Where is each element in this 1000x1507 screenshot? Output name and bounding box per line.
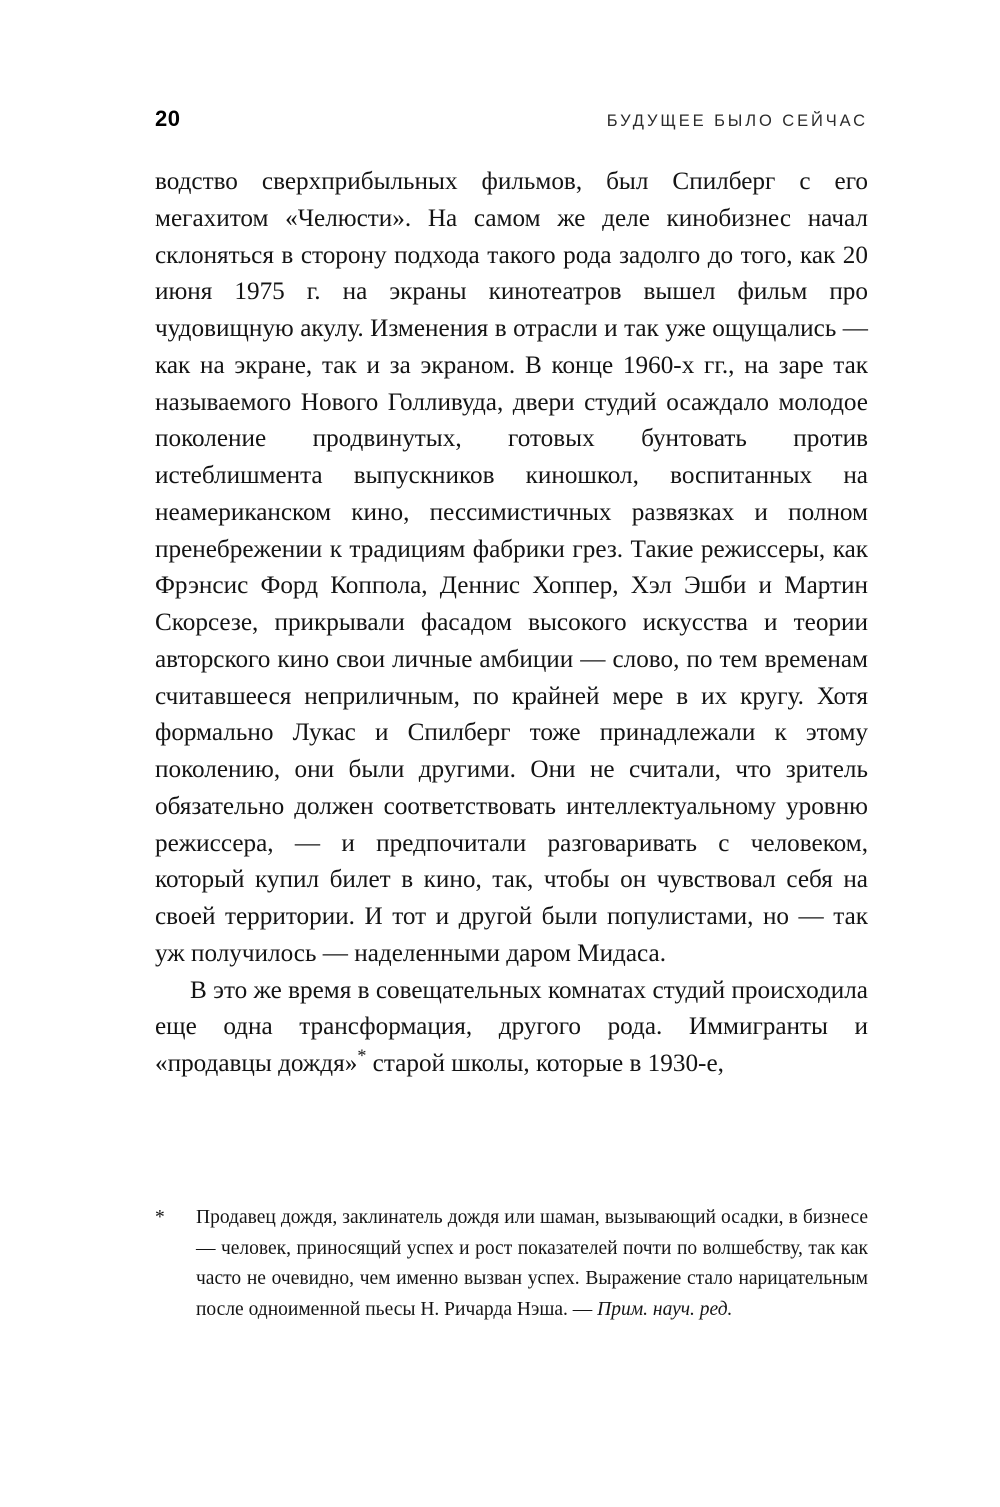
paragraph-second-text-after-footnote: старой школы, которые в 1930-е, <box>366 1050 724 1077</box>
paragraph-second <box>155 973 868 1083</box>
body-text-block <box>155 164 868 1083</box>
running-head <box>155 106 868 136</box>
page-number: 20 <box>155 106 181 131</box>
footnote-marker: * <box>155 1207 165 1228</box>
footnote-block <box>155 1203 868 1325</box>
paragraph-continuation: водство сверхприбыльных фильмов, был Спилберг с его мегахитом «Челюсти». На самом же деле кинобизнес начал склоняться в сторону подхода такого рода задолго до того, как 20 июня 1975 г. на экраны кинотеатров вышел фильм про чудовищную акулу. Изменения в отрасли и так уже ощущались — как на экране, так и за экраном. В конце 1960-х гг., на заре так называемого Нового Голливуда, двери студий осаждало молодое поколение продвинутых, готовых бунтовать против истеблишмента выпускников киношкол, воспитанных на неамериканском кино, пессимистичных развязках и полном пренебрежении к традициям фабрики грез. Такие режиссеры, как Фрэнсис Форд Коппола, Деннис Хоппер, Хэл Эшби и Мартин Скорсезе, прикрывали фасадом высокого искусства и теории авторского кино свои личные амбиции — слово, по тем временам считавшееся неприличным, по крайней мере в их кругу. Хотя формально Лукас и Спилберг тоже принадлежали к этому поколению, они были другими. Они не считали, что зритель обязательно должен соответствовать интеллектуальному уровню режиссера, — и предпочитали разговаривать с человеком, который купил билет в кино, так, чтобы он чувствовал себя на своей территории. И тот и другой были популистами, но — так уж получилось — наделенными даром Мидаса. <box>155 168 868 967</box>
running-head-title: БУДУЩЕЕ БЫЛО СЕЙЧАС <box>606 112 868 130</box>
footnote-text-main: Продавец дождя, заклинатель дождя или шаман, вызывающий осадки, в бизнесе — человек, приносящий успех и рост показателей почти по волшебству, так как часто не очевидно, чем именно вызван успех. Выражение стало нарицательным после одноименной пьесы Н. Ричарда Нэша. — <box>196 1207 868 1320</box>
footnote-text <box>196 1203 868 1325</box>
paragraph-second-text-before-footnote: В это же время в совещательных комнатах студий происходила еще одна трансформация, другого рода. Иммигранты и «продавцы дождя» <box>155 976 868 1077</box>
footnote-reference-marker[interactable]: * <box>357 1045 367 1066</box>
footnote-attribution: Прим. науч. ред. <box>597 1298 733 1320</box>
